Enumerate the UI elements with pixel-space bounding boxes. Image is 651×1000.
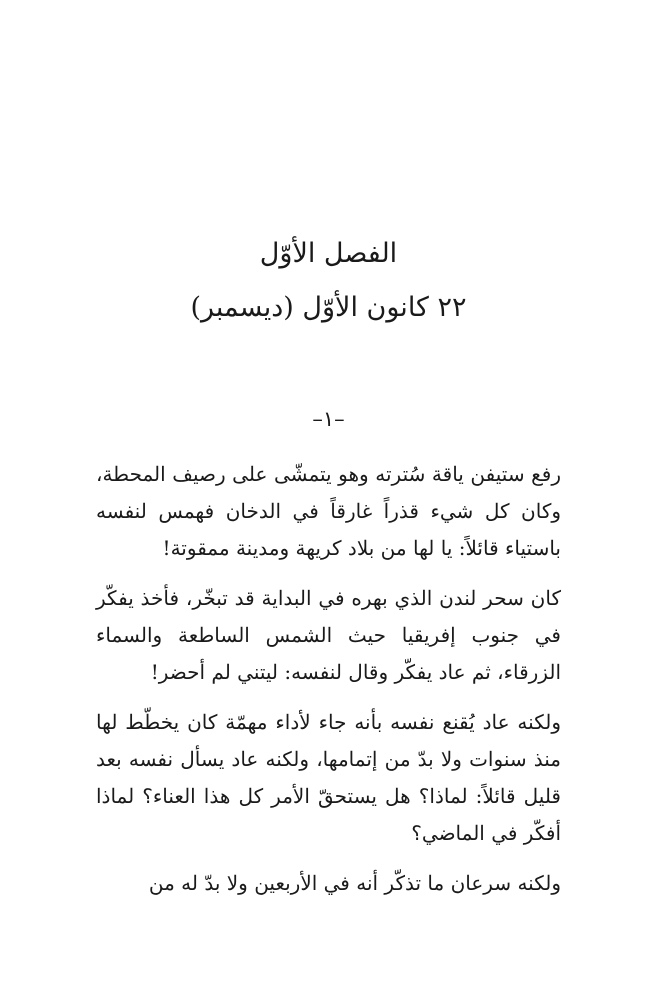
- paragraph: كان سحر لندن الذي بهره في البداية قد تبخّر، فأخذ يفكّر في جنوب إفريقيا حيث الشمس الساطعة والسماء الزرقاء، ثم عاد يفكّر وقال لنفسه: ليتني لم أحضر!: [96, 586, 561, 684]
- paragraph: ولكنه عاد يُقنع نفسه بأنه جاء لأداء مهمّة كان يخطّط لها منذ سنوات ولا بدّ من إتمامها، ولكنه عاد يسأل نفسه بعد قليل قائلاً: لماذا؟ هل يستحقّ الأمر كل هذا العناء؟ لماذا أفكّر في الماضي؟: [96, 710, 561, 845]
- paragraph: رفع ستيفن ياقة سُترته وهو يتمشّى على رصيف المحطة، وكان كل شيء قذراً غارقاً في الدخان فهمس لنفسه باستياء قائلاً: يا لها من بلاد كريهة ومدينة ممقوتة!: [96, 462, 561, 560]
- chapter-date: ٢٢ كانون الأوّل (ديسمبر): [190, 292, 467, 323]
- paragraph: ولكنه سرعان ما تذكّر أنه في الأربعين ولا بدّ له من: [148, 871, 561, 895]
- chapter-title: الفصل الأوّل: [259, 238, 398, 269]
- book-page: [96, 0, 561, 1000]
- section-number: –١–: [312, 407, 345, 431]
- body-text: [96, 456, 561, 915]
